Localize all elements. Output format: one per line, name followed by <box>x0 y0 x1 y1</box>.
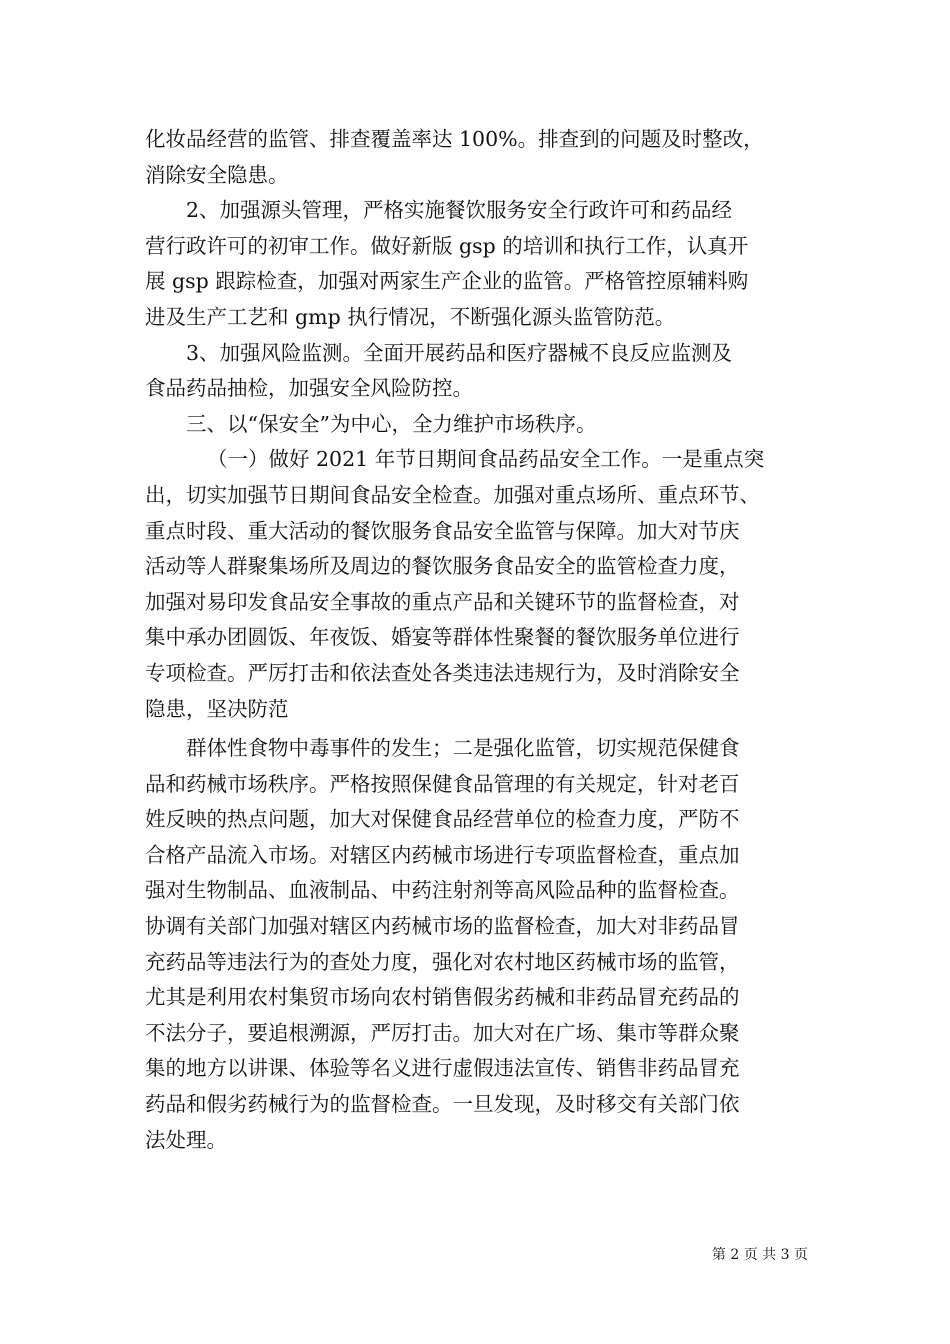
text-line: （一）做好 2021 年节日期间食品药品安全工作。一是重点突 <box>207 447 765 472</box>
text-line: 集的地方以讲课、体验等名义进行虚假违法宣传、销售非药品冒充 <box>145 1056 740 1081</box>
text-line: 加强对易印发食品安全事故的重点产品和关键环节的监督检查，对 <box>145 589 740 614</box>
text-line: 出，切实加强节日期间食品安全检查。加强对重点场所、重点环节、 <box>145 482 760 507</box>
text-line: 不法分子，要追根溯源，严厉打击。加大对在广场、集市等群众聚 <box>145 1020 740 1045</box>
text-line: 充药品等违法行为的查处力度，强化对农村地区药械市场的监管， <box>145 949 740 974</box>
text-line: 消除安全隐患。 <box>145 162 289 187</box>
text-line: 法处理。 <box>145 1127 227 1152</box>
text-line: 合格产品流入市场。对辖区内药械市场进行专项监督检查，重点加 <box>145 842 740 867</box>
text-line: 重点时段、重大活动的餐饮服务食品安全监管与保障。加大对节庆 <box>145 518 740 543</box>
text-line: 展 gsp 跟踪检查，加强对两家生产企业的监管。严格管控原辅料购 <box>145 269 749 294</box>
paragraph-holiday-safety <box>145 442 810 727</box>
text-line: 2、加强源头管理，严格实施餐饮服务安全行政许可和药品经 <box>186 198 733 223</box>
document-body <box>145 122 810 1158</box>
text-line: 群体性食物中毒事件的发生；二是强化监管，切实规范保健食 <box>186 736 740 761</box>
text-line: 营行政许可的初审工作。做好新版 gsp 的培训和执行工作，认真开 <box>145 233 749 258</box>
paragraph-source-management <box>145 193 810 335</box>
text-line: 食品药品抽检，加强安全风险防控。 <box>145 376 473 401</box>
text-line: 姓反映的热点问题，加大对保健食品经营单位的检查力度，严防不 <box>145 807 740 832</box>
text-line: 3、加强风险监测。全面开展药品和医疗器械不良反应监测及 <box>186 340 733 365</box>
page-number: 第 2 页 共 3 页 <box>711 1247 808 1263</box>
text-line: 尤其是利用农村集贸市场向农村销售假劣药械和非药品冒充药品的 <box>145 985 740 1010</box>
text-line: 三、以“保安全”为中心，全力维护市场秩序。 <box>186 411 597 436</box>
text-line: 活动等人群聚集场所及周边的餐饮服务食品安全的监管检查力度， <box>145 554 740 579</box>
section-heading-safety <box>145 407 810 443</box>
text-line: 集中承办团圆饭、年夜饭、婚宴等群体性聚餐的餐饮服务单位进行 <box>145 625 740 650</box>
text-line: 药品和假劣药械行为的监督检查。一旦发现，及时移交有关部门依 <box>145 1092 740 1117</box>
text-line: 进及生产工艺和 gmp 执行情况，不断强化源头监管防范。 <box>145 304 676 329</box>
text-line: 专项检查。严厉打击和依法查处各类违法违规行为，及时消除安全 <box>145 660 740 685</box>
paragraph-continued-inspection <box>145 122 810 193</box>
text-line: 品和药械市场秩序。严格按照保健食品管理的有关规定，针对老百 <box>145 771 740 796</box>
text-line: 协调有关部门加强对辖区内药械市场的监督检查，加大对非药品冒 <box>145 914 740 939</box>
paragraph-risk-monitoring <box>145 336 810 407</box>
text-line: 隐患，坚决防范 <box>145 696 289 721</box>
text-line: 强对生物制品、血液制品、中药注射剂等高风险品种的监督检查。 <box>145 878 740 903</box>
paragraph-market-supervision <box>145 731 810 1158</box>
text-line: 化妆品经营的监管、排查覆盖率达 100%。排查到的问题及时整改， <box>145 127 764 151</box>
